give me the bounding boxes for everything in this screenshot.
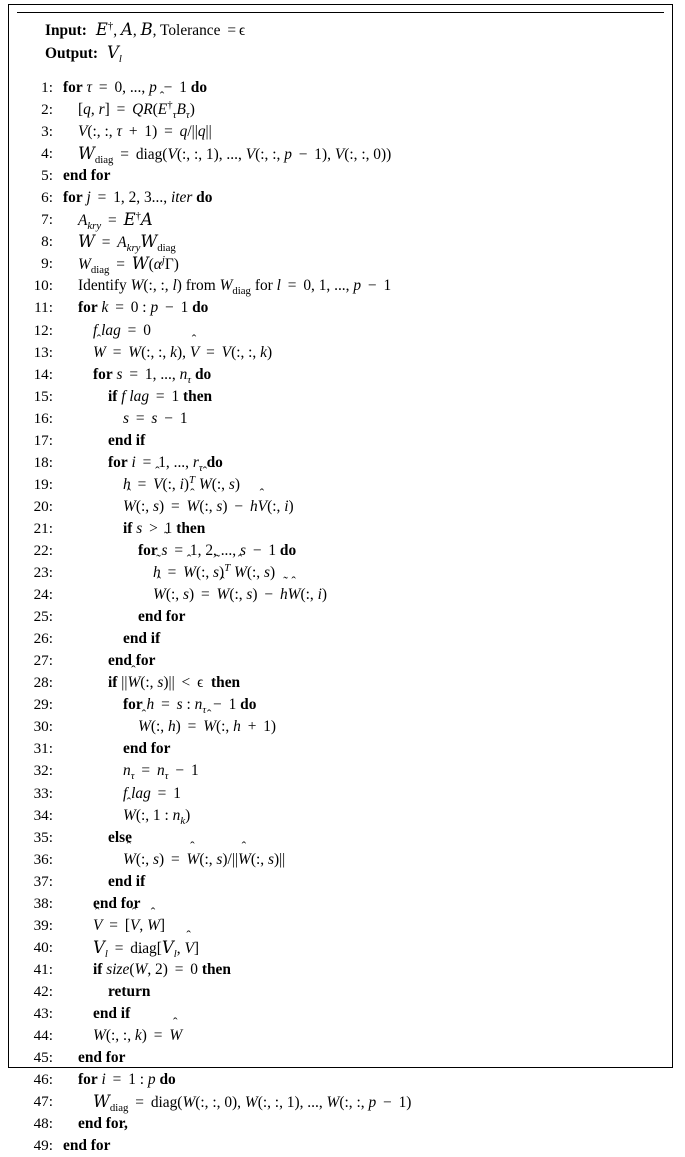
algorithm-line-list: [19, 77, 662, 1157]
line-code: s = s − 1: [123, 409, 188, 427]
line-number: 29:: [33, 696, 53, 714]
algorithm-line: [19, 871, 662, 893]
line-code: W(:, h) = W(:, h + 1): [138, 718, 277, 736]
line-code: if s > 1 then: [123, 519, 206, 537]
line-code: $W_{diag}$ = diag(W(:, :, 0), W(:, :, 1), ..., W(:, :, p − 1): [93, 1092, 412, 1115]
line-code: end for: [123, 740, 171, 758]
algorithm-line: [19, 805, 662, 827]
line-number: 49:: [33, 1137, 53, 1155]
line-code: for j = 1, 2, 3..., iter do: [63, 189, 213, 207]
input-value: E†, A, B, Tolerance = ϵ: [95, 19, 246, 39]
line-number: 34:: [33, 806, 53, 824]
line-code: W = W(:, :, k), V = V(:, :, k): [93, 343, 273, 361]
algorithm-line: [19, 518, 662, 540]
algorithm-line: [19, 827, 662, 849]
algorithm-line: [19, 297, 662, 319]
algorithm-line: [19, 187, 662, 209]
line-code: $W_{diag} = W(\alpha^j\Gamma)$: [78, 254, 179, 277]
line-code: $n_\tau = n_\tau - 1$: [123, 762, 199, 783]
algorithm-line: [19, 672, 662, 694]
algorithm-line: [19, 540, 662, 562]
algorithm-box: [8, 4, 673, 1155]
line-code: [q, r] = QR( $E^\dagger_\tau B_\tau$): [78, 98, 195, 122]
algorithm-line: [19, 606, 662, 628]
algorithm-line: [19, 386, 662, 408]
line-number: 22:: [33, 541, 53, 559]
line-number: 10:: [33, 277, 53, 295]
algorithm-line: [19, 408, 662, 430]
line-number: 9:: [41, 255, 53, 273]
line-code: end if: [123, 630, 161, 648]
line-number: 40:: [33, 938, 53, 956]
algorithm-header: [19, 19, 662, 65]
line-code: if size( W, 2) = 0 then: [93, 960, 231, 978]
algorithm-line: [19, 1047, 662, 1069]
line-code: if f lag = 1 then: [108, 387, 213, 405]
line-number: 41:: [33, 960, 53, 978]
line-code: W(:, s) = W(:, s) − h W(:, i): [153, 586, 328, 604]
algorithm-line: [19, 430, 662, 452]
line-number: 6:: [41, 189, 53, 207]
output-line: [45, 42, 662, 65]
line-code: for i = 1 : p do: [78, 1071, 176, 1089]
algorithm-line: [19, 562, 662, 584]
line-number: 16:: [33, 409, 53, 427]
algorithm-line: [19, 165, 662, 187]
algorithm-line: [19, 849, 662, 871]
line-code: end for: [93, 894, 141, 912]
line-number: 46:: [33, 1071, 53, 1089]
line-code: $W = A_{kry}W_{diag}$: [78, 232, 176, 255]
line-code: W(:, s) = W(:, s)/|| W(:, s)||: [123, 850, 286, 868]
line-code: end for: [138, 608, 186, 626]
line-number: 27:: [33, 652, 53, 670]
line-number: 25:: [33, 608, 53, 626]
line-code: end for: [63, 1137, 111, 1155]
line-code: end for,: [78, 1115, 128, 1133]
line-number: 4:: [41, 145, 53, 163]
line-number: 21:: [33, 519, 53, 537]
algorithm-line: [19, 99, 662, 121]
line-code: for s = 1, 2, ..., s − 1 do: [138, 541, 297, 559]
line-code: h = W(:, s)$^T$ W(:, s): [153, 561, 276, 582]
line-number: 26:: [33, 630, 53, 648]
algorithm-line: [19, 209, 662, 231]
line-number: 11:: [34, 299, 53, 317]
output-label: Output:: [45, 45, 99, 62]
algorithm-body: [9, 19, 672, 1157]
line-code: W(:, :, k) = W: [93, 1027, 183, 1045]
line-number: 42:: [33, 982, 53, 1000]
algorithm-line: [19, 760, 662, 782]
line-code: for s = 1, ..., $n_\tau$ do: [93, 365, 212, 386]
line-number: 7:: [41, 211, 53, 229]
algorithm-line: [19, 650, 662, 672]
line-number: 36:: [33, 850, 53, 868]
line-number: 39:: [33, 916, 53, 934]
line-number: 3:: [41, 123, 53, 141]
line-number: 12:: [33, 321, 53, 339]
line-number: 35:: [33, 828, 53, 846]
line-number: 2:: [41, 101, 53, 119]
line-number: 15:: [33, 387, 53, 405]
line-number: 32:: [33, 762, 53, 780]
line-number: 8:: [41, 233, 53, 251]
algorithm-line: [19, 937, 662, 959]
algorithm-line: [19, 320, 662, 342]
line-number: 19:: [33, 475, 53, 493]
line-code: Identify W(:, :, l) from $W_{diag}$ for l = 0, 1, ..., p − 1: [78, 277, 392, 298]
line-number: 17:: [33, 431, 53, 449]
algorithm-line: [19, 253, 662, 275]
algorithm-line: [19, 694, 662, 716]
algorithm-line: [19, 783, 662, 805]
algorithm-line: [19, 452, 662, 474]
algorithm-line: [19, 738, 662, 760]
algorithm-line: [19, 342, 662, 364]
algorithm-line: [19, 981, 662, 1003]
line-code: $W_{diag}$ = diag(V(:, :, 1), ..., V(:, :, p − 1), V(:, :, 0)): [78, 144, 392, 167]
line-number: 13:: [33, 343, 53, 361]
algorithm-line: [19, 231, 662, 253]
line-code: return: [108, 982, 151, 1000]
algorithm-line: [19, 121, 662, 143]
line-code: V = [ V, W]: [93, 916, 166, 934]
output-value: $V_l$: [107, 43, 122, 66]
line-number: 20:: [33, 497, 53, 515]
line-code: end if: [93, 1004, 131, 1022]
line-code: W(:, s) = W(:, s) − h V(:, i): [123, 497, 294, 515]
line-code: end for: [108, 652, 156, 670]
input-label: Input:: [45, 22, 87, 39]
line-number: 23:: [33, 564, 53, 582]
line-number: 28:: [33, 674, 53, 692]
algorithm-line: [19, 143, 662, 165]
line-code: for k = 0 : p − 1 do: [78, 299, 209, 317]
algorithm-line: [19, 77, 662, 99]
line-code: for τ = 0, ..., p − 1 do: [63, 79, 208, 96]
algorithm-line: [19, 275, 662, 297]
algorithm-line: [19, 893, 662, 915]
line-number: 5:: [41, 167, 53, 185]
algorithm-line: [19, 915, 662, 937]
algorithm-line: [19, 584, 662, 606]
algorithm-line: [19, 1025, 662, 1047]
line-code: if || W(:, s)|| < ϵ then: [108, 674, 241, 692]
line-code: for h = s : $n_\tau - 1$ do: [123, 696, 257, 717]
line-number: 1:: [41, 79, 53, 96]
line-number: 24:: [33, 586, 53, 604]
algorithm-line: [19, 959, 662, 981]
algorithm-line: [19, 1113, 662, 1135]
algorithm-line: [19, 474, 662, 496]
line-code: f lag = 0: [93, 321, 151, 339]
line-code: V(:, :, τ + 1) = q/||q||: [78, 123, 212, 141]
line-code: end for: [63, 167, 111, 185]
line-number: 43:: [33, 1004, 53, 1022]
algorithm-line: [19, 1003, 662, 1025]
algorithm-line: [19, 1069, 662, 1091]
line-number: 14:: [33, 365, 53, 383]
line-code: f lag = 1: [123, 784, 181, 802]
algorithm-line: [19, 628, 662, 650]
line-number: 47:: [33, 1093, 53, 1111]
header-divider-rule: [17, 12, 664, 13]
line-code: h = V(:, i)$^T$ W(:, s): [123, 473, 240, 493]
line-number: 48:: [33, 1115, 53, 1133]
line-code: else: [108, 828, 132, 846]
algorithm-line: [19, 364, 662, 386]
line-code: end if: [108, 872, 146, 890]
algorithm-line: [19, 716, 662, 738]
line-code: $V_l$ = $diag[V_l$, V]: [93, 937, 199, 960]
line-code: end for: [78, 1049, 126, 1067]
line-number: 18:: [33, 453, 53, 471]
line-number: 31:: [33, 740, 53, 758]
line-code: $A_{kry} = E^\dagger A$: [78, 210, 153, 233]
line-code: for i = 1, ..., $r_\tau$ do: [108, 453, 223, 474]
algorithm-line: [19, 1135, 662, 1157]
line-number: 33:: [33, 784, 53, 802]
algorithm-line: [19, 496, 662, 518]
line-number: 37:: [33, 872, 53, 890]
line-code: end if: [108, 431, 146, 449]
input-line: [45, 19, 662, 42]
header-body-gap: [19, 65, 662, 77]
line-number: 44:: [33, 1027, 53, 1045]
line-number: 45:: [33, 1049, 53, 1067]
line-number: 30:: [33, 718, 53, 736]
algorithm-line: [19, 1091, 662, 1113]
line-number: 38:: [33, 894, 53, 912]
line-code: W(:, 1 : $n_k$): [123, 806, 191, 827]
